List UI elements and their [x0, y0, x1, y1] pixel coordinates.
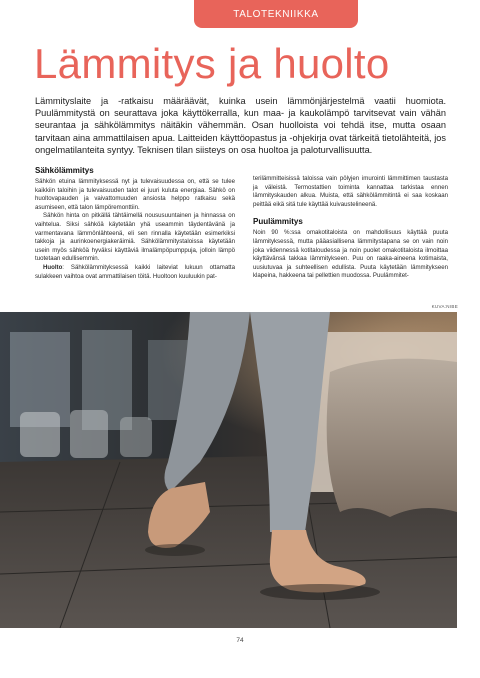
- body-text: : Sähkölämmityksessä kaikki laiteviat lukuun ottamatta sulakkeen vaihtoa ovat ammattilaisen töitä. Huoltoon kuuluukin pat-: [35, 263, 235, 280]
- section-heading-electric-heating: Sähkölämmitys: [35, 166, 94, 175]
- page-title: Lämmitys ja huolto: [34, 40, 390, 87]
- lead-paragraph: Lämmityslaite ja -ratkaisu määräävät, kuinka usein lämmönjärjestelmä vaatii huomiota. Puulämmitystä on seurattava joka käyttökerralla, kun maa- ja kaukolämpö tarvitsevat vain vähän seurantaa ja sähkölämmitys näitäkin vähemmän. Osan huolloista voi tehdä itse, mutta osaan tarvitaan aina ammattilaisen apua. Laitteiden käyttöopastus ja -ohjekirja ovat tärkeitä tietolähteitä, jos ongelmatilanteita syntyy. Teknisen tilan siisteys on osa huoltoa ja paloturvallisuutta.: [35, 96, 446, 155]
- page-number: 74: [236, 637, 244, 644]
- section-heading-wood-heating: Puulämmitys: [253, 217, 303, 227]
- body-paragraph: Noin 90 %:ssa omakotitaloista on mahdollisuus käyttää puuta lämmityksessä, mutta pääasiallisena lämmitystapana se on vain noin joka viidennessä kotitaloudessa ja noin puolet omakotitaloista ilmoittaa käyttävänsä takkaa lämmitykseen. Puu on raaka-aineena kotimaista, uusiutuvaa ja suhteellisen edullista. Puuta käytetään lämmitykseen klapeina, hakkeena tai pellettien muodossa. Puulämmitet-: [253, 229, 448, 280]
- photo-illustration: [0, 312, 457, 628]
- body-paragraph: terilämmitteisissä taloissa vain pölyjen imurointi lämmittimen taustasta ja väleistä. Termostattien toiminta kannattaa tarkistaa ennen lämmityskauden alkua. Muista, että sähkölämmitintä ei saa koskaan peittää eikä sitä tule käyttää kuivaustelineenä.: [253, 175, 448, 208]
- body-paragraph: Sähkön etuina lämmityksessä nyt ja tulevaisuudessa on, että se tulee kaikkiin taloihin ja tulevaisuuden talot ei juuri kuluta energiaa. Sähkö on huoltovapauden ja vaivattomuuden ansiosta helppo ratkaisu sekä asumiseen, että talon lämpöremonttiin.: [35, 178, 235, 211]
- text-column-right: [253, 175, 448, 281]
- text-column-left: [35, 166, 235, 281]
- photo-feet-on-floor: [0, 312, 457, 628]
- body-paragraph: Sähkön hinta on pitkällä tähtäimellä noususuuntainen ja hinnassa on vaihtelua. Siksi sähköä käytetään yhä useammin täydentävänä ja varmentavana lämmönlähteenä, eli sen rinnalla käytetään esimerkiksi takkoja ja aurinkoenergiakeräimiä. Sähkölämmitystaloissa käytetään usein myös sähköä hyväksi käyttäviä ilmalämpöpumppuja, jolloin lämpö tuotetaan edullisemmin.: [35, 212, 235, 263]
- body-paragraph: [35, 264, 235, 281]
- run-in-heading: Huolto: [43, 263, 63, 271]
- section-tab: TALOTEKNIIKKA: [194, 0, 358, 28]
- photo-credit: KUVA:NIBE: [431, 304, 458, 309]
